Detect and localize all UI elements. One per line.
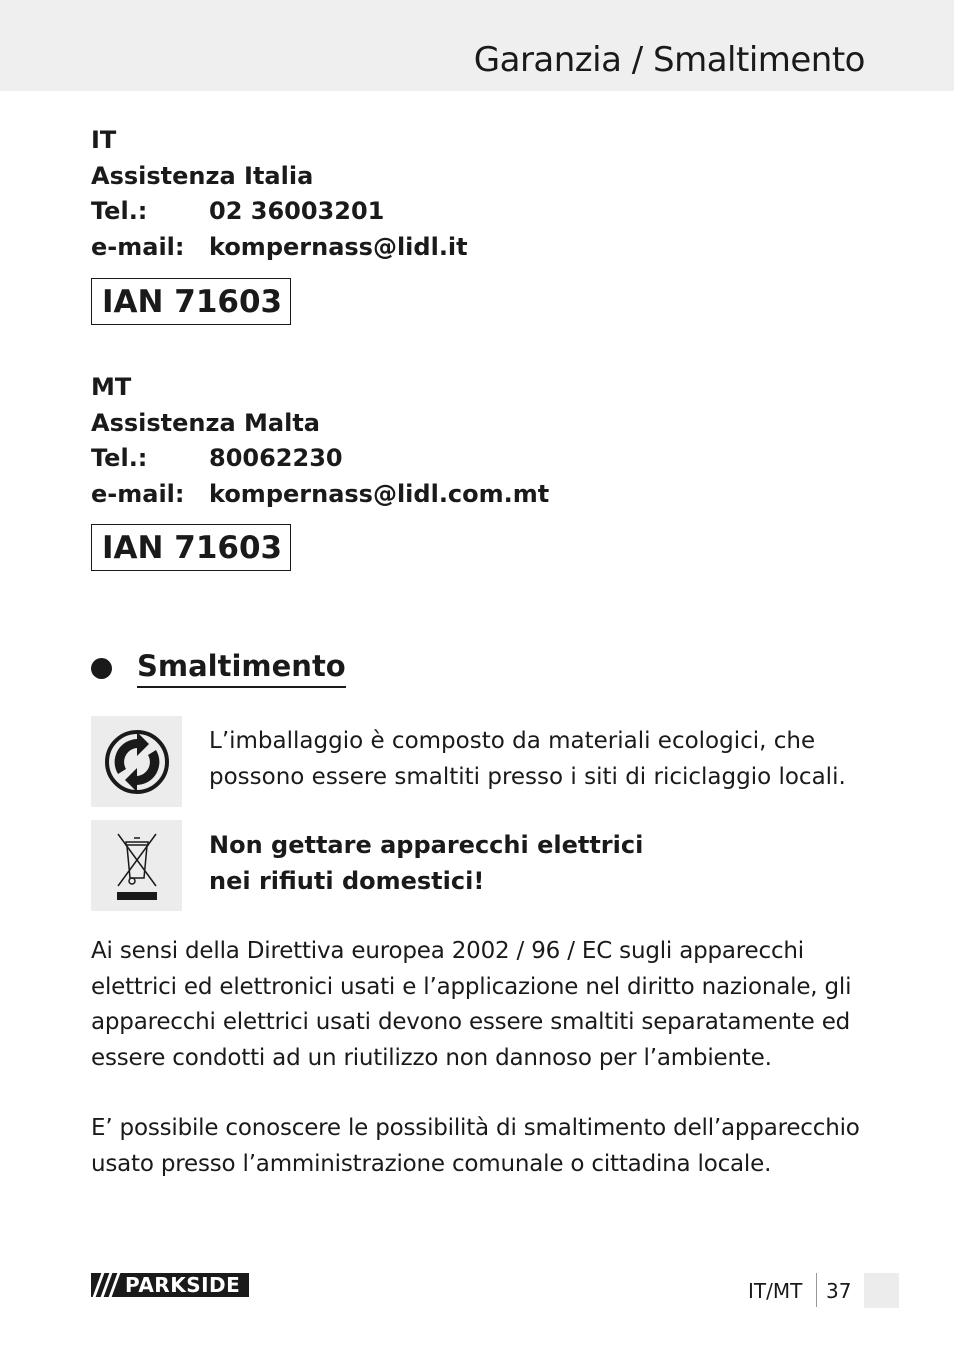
contact-service: Assistenza Italia	[91, 161, 314, 190]
tel-label: Tel.:	[91, 444, 148, 472]
contact-service: Assistenza Malta	[91, 408, 320, 437]
contact-country: MT	[91, 373, 132, 401]
crossed-out-wheelie-bin-icon	[91, 820, 182, 911]
tel-number: 80062230	[209, 444, 343, 472]
contact-block-mt	[91, 370, 549, 512]
page-number: 37	[826, 1279, 852, 1303]
disposal-info-paragraph: E’ possibile conoscere le possibilità di smaltimento dell’apparecchio usato presso l’amministrazione comunale o cittadina locale.	[91, 1115, 860, 1177]
email-address: kompernass@lidl.it	[209, 232, 468, 261]
footer-language: IT/MT	[748, 1279, 803, 1303]
contact-block-it	[91, 123, 468, 265]
contact-country: IT	[91, 126, 117, 154]
contact-tel-row	[91, 194, 468, 230]
ian-box-mt: IAN 71603	[91, 524, 291, 571]
packaging-line-1: L’imballaggio è composto da materiali ecologici, che	[209, 728, 816, 754]
logo-stripes-icon	[91, 1273, 125, 1297]
weee-line-1: Non gettare apparecchi elettrici	[209, 831, 644, 859]
tel-number: 02 36003201	[209, 197, 385, 225]
ian-box-it: IAN 71603	[91, 278, 291, 325]
weee-line-2: nei rifiuti domestici!	[209, 866, 485, 895]
packaging-text	[209, 724, 846, 795]
footer-tab-marker	[864, 1273, 899, 1308]
section-title: Smaltimento	[137, 648, 346, 688]
email-label: e-mail:	[91, 479, 185, 508]
packaging-line-2: possono essere smaltiti presso i siti di riciclaggio locali.	[209, 763, 846, 790]
directive-paragraph: Ai sensi della Direttiva europea 2002 / 96 / EC sugli apparecchi elettrici ed elettronici usati e l’applicazione nel diritto nazionale, gli apparecchi elettrici usati devono essere smaltiti separatamente ed essere condotti ad un riutilizzo non dannoso per l’ambiente.	[91, 938, 852, 1071]
green-dot-recycling-icon	[91, 716, 182, 807]
weee-warning-text	[209, 828, 643, 899]
page-title: Garanzia / Smaltimento	[473, 40, 865, 80]
brand-name: PARKSIDE	[125, 1273, 241, 1297]
bullet-icon	[91, 658, 112, 679]
email-label: e-mail:	[91, 232, 185, 261]
tel-label: Tel.:	[91, 197, 148, 225]
parkside-logo	[91, 1273, 249, 1297]
email-address: kompernass@lidl.com.mt	[209, 479, 550, 508]
section-heading	[91, 648, 346, 688]
contact-email-row	[91, 477, 549, 513]
contact-tel-row	[91, 441, 549, 477]
footer-separator	[816, 1273, 817, 1307]
contact-email-row	[91, 230, 468, 266]
